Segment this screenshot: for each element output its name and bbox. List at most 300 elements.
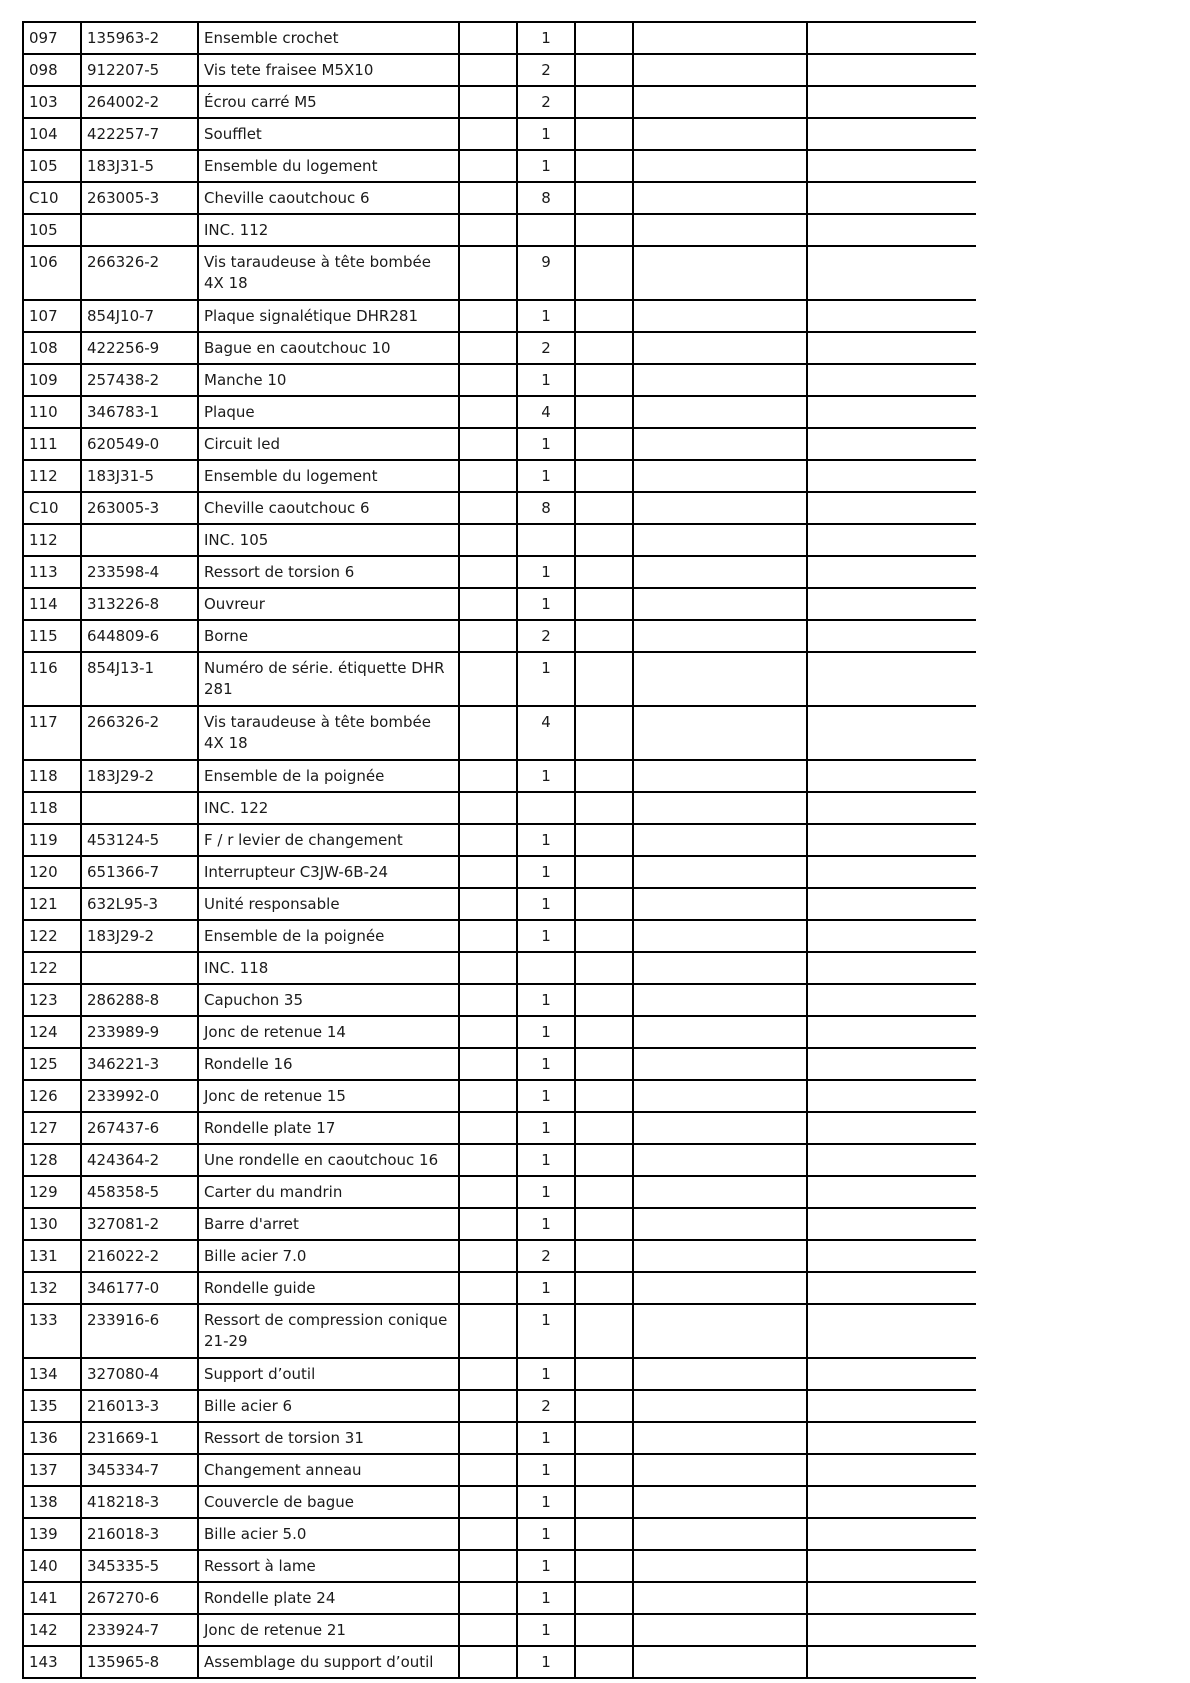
cell-description: Unité responsable bbox=[198, 888, 459, 920]
cell-empty bbox=[633, 118, 807, 150]
cell-ref-number: 113 bbox=[23, 556, 81, 588]
cell-quantity: 1 bbox=[517, 460, 575, 492]
cell-quantity: 1 bbox=[517, 1080, 575, 1112]
cell-quantity: 1 bbox=[517, 1048, 575, 1080]
cell-empty bbox=[807, 1304, 976, 1358]
cell-ref-number: 104 bbox=[23, 118, 81, 150]
cell-description: INC. 112 bbox=[198, 214, 459, 246]
table-row bbox=[23, 920, 976, 952]
cell-empty bbox=[459, 856, 517, 888]
cell-empty bbox=[575, 1582, 633, 1614]
cell-empty bbox=[633, 1112, 807, 1144]
cell-empty bbox=[807, 54, 976, 86]
cell-part-number: 267437-6 bbox=[81, 1112, 198, 1144]
table-row bbox=[23, 118, 976, 150]
cell-part-number: 424364-2 bbox=[81, 1144, 198, 1176]
cell-part-number: 346177-0 bbox=[81, 1272, 198, 1304]
cell-part-number: 183J29-2 bbox=[81, 920, 198, 952]
cell-empty bbox=[575, 1486, 633, 1518]
cell-part-number: 233924-7 bbox=[81, 1614, 198, 1646]
cell-empty bbox=[459, 1016, 517, 1048]
cell-empty bbox=[633, 620, 807, 652]
cell-empty bbox=[807, 556, 976, 588]
cell-empty bbox=[807, 920, 976, 952]
cell-empty bbox=[633, 1518, 807, 1550]
table-row bbox=[23, 396, 976, 428]
cell-quantity: 4 bbox=[517, 396, 575, 428]
cell-description: F / r levier de changement bbox=[198, 824, 459, 856]
cell-empty bbox=[459, 246, 517, 300]
cell-quantity: 1 bbox=[517, 1582, 575, 1614]
cell-empty bbox=[807, 492, 976, 524]
cell-empty bbox=[575, 1208, 633, 1240]
cell-quantity: 1 bbox=[517, 1144, 575, 1176]
cell-empty bbox=[807, 396, 976, 428]
cell-empty bbox=[575, 760, 633, 792]
cell-part-number: 135963-2 bbox=[81, 22, 198, 54]
cell-part-number: 231669-1 bbox=[81, 1422, 198, 1454]
cell-ref-number: 125 bbox=[23, 1048, 81, 1080]
cell-empty bbox=[459, 824, 517, 856]
parts-table-body bbox=[23, 22, 976, 1678]
cell-description: INC. 118 bbox=[198, 952, 459, 984]
cell-empty bbox=[807, 1454, 976, 1486]
cell-empty bbox=[575, 1614, 633, 1646]
cell-quantity: 1 bbox=[517, 1358, 575, 1390]
cell-empty bbox=[459, 1550, 517, 1582]
cell-empty bbox=[459, 1176, 517, 1208]
table-row bbox=[23, 1390, 976, 1422]
cell-ref-number: 118 bbox=[23, 760, 81, 792]
cell-ref-number: 137 bbox=[23, 1454, 81, 1486]
cell-empty bbox=[633, 1486, 807, 1518]
cell-empty bbox=[807, 1646, 976, 1678]
cell-part-number: 257438-2 bbox=[81, 364, 198, 396]
cell-empty bbox=[807, 1240, 976, 1272]
cell-description: Rondelle plate 17 bbox=[198, 1112, 459, 1144]
cell-ref-number: C10 bbox=[23, 182, 81, 214]
cell-empty bbox=[459, 1048, 517, 1080]
table-row bbox=[23, 1486, 976, 1518]
cell-ref-number: 114 bbox=[23, 588, 81, 620]
cell-part-number: 183J31-5 bbox=[81, 460, 198, 492]
cell-quantity: 2 bbox=[517, 54, 575, 86]
cell-quantity: 1 bbox=[517, 1422, 575, 1454]
table-row bbox=[23, 1304, 976, 1358]
cell-quantity: 1 bbox=[517, 1016, 575, 1048]
cell-empty bbox=[633, 364, 807, 396]
table-row bbox=[23, 888, 976, 920]
cell-empty bbox=[807, 1272, 976, 1304]
cell-empty bbox=[575, 396, 633, 428]
cell-empty bbox=[459, 1080, 517, 1112]
cell-empty bbox=[633, 984, 807, 1016]
cell-empty bbox=[459, 1304, 517, 1358]
cell-empty bbox=[633, 556, 807, 588]
table-row bbox=[23, 460, 976, 492]
cell-empty bbox=[459, 1390, 517, 1422]
cell-quantity: 8 bbox=[517, 182, 575, 214]
cell-description: Bille acier 5.0 bbox=[198, 1518, 459, 1550]
cell-empty bbox=[459, 86, 517, 118]
cell-part-number: 263005-3 bbox=[81, 492, 198, 524]
cell-empty bbox=[575, 1550, 633, 1582]
cell-empty bbox=[459, 524, 517, 556]
cell-empty bbox=[459, 792, 517, 824]
cell-empty bbox=[807, 150, 976, 182]
cell-description: Jonc de retenue 21 bbox=[198, 1614, 459, 1646]
cell-quantity: 1 bbox=[517, 1454, 575, 1486]
cell-empty bbox=[459, 1582, 517, 1614]
cell-description: Assemblage du support d’outil bbox=[198, 1646, 459, 1678]
cell-empty bbox=[807, 588, 976, 620]
cell-empty bbox=[807, 1144, 976, 1176]
cell-quantity: 1 bbox=[517, 1614, 575, 1646]
cell-ref-number: 139 bbox=[23, 1518, 81, 1550]
cell-description: Carter du mandrin bbox=[198, 1176, 459, 1208]
cell-quantity: 1 bbox=[517, 760, 575, 792]
table-row bbox=[23, 1208, 976, 1240]
cell-empty bbox=[575, 588, 633, 620]
cell-ref-number: 138 bbox=[23, 1486, 81, 1518]
cell-empty bbox=[633, 1304, 807, 1358]
cell-description: Ensemble du logement bbox=[198, 460, 459, 492]
cell-quantity: 1 bbox=[517, 920, 575, 952]
cell-ref-number: 112 bbox=[23, 524, 81, 556]
cell-quantity: 1 bbox=[517, 1646, 575, 1678]
cell-empty bbox=[807, 1518, 976, 1550]
cell-empty bbox=[807, 460, 976, 492]
cell-empty bbox=[633, 792, 807, 824]
cell-empty bbox=[575, 86, 633, 118]
cell-empty bbox=[807, 1080, 976, 1112]
cell-quantity: 1 bbox=[517, 1304, 575, 1358]
table-row bbox=[23, 1646, 976, 1678]
cell-empty bbox=[459, 1272, 517, 1304]
cell-description: Support d’outil bbox=[198, 1358, 459, 1390]
cell-empty bbox=[575, 1518, 633, 1550]
cell-part-number: 346783-1 bbox=[81, 396, 198, 428]
table-row bbox=[23, 524, 976, 556]
cell-description: Ensemble du logement bbox=[198, 150, 459, 182]
cell-ref-number: 142 bbox=[23, 1614, 81, 1646]
table-row bbox=[23, 54, 976, 86]
cell-ref-number: 129 bbox=[23, 1176, 81, 1208]
cell-empty bbox=[575, 1240, 633, 1272]
cell-empty bbox=[807, 652, 976, 706]
cell-empty bbox=[459, 1358, 517, 1390]
table-row bbox=[23, 1582, 976, 1614]
cell-quantity: 4 bbox=[517, 706, 575, 760]
cell-empty bbox=[459, 1454, 517, 1486]
parts-table bbox=[22, 21, 976, 1679]
cell-description: Ensemble crochet bbox=[198, 22, 459, 54]
cell-empty bbox=[459, 588, 517, 620]
cell-description: Vis tete fraisee M5X10 bbox=[198, 54, 459, 86]
cell-quantity: 2 bbox=[517, 1390, 575, 1422]
cell-empty bbox=[807, 1112, 976, 1144]
cell-quantity: 1 bbox=[517, 1518, 575, 1550]
cell-empty bbox=[575, 1016, 633, 1048]
cell-empty bbox=[575, 364, 633, 396]
cell-empty bbox=[807, 182, 976, 214]
cell-empty bbox=[633, 1646, 807, 1678]
cell-part-number: 183J31-5 bbox=[81, 150, 198, 182]
table-row bbox=[23, 706, 976, 760]
cell-empty bbox=[807, 86, 976, 118]
cell-description: Bille acier 6 bbox=[198, 1390, 459, 1422]
cell-ref-number: 117 bbox=[23, 706, 81, 760]
cell-empty bbox=[459, 620, 517, 652]
cell-empty bbox=[807, 1358, 976, 1390]
cell-empty bbox=[459, 1208, 517, 1240]
cell-quantity: 1 bbox=[517, 22, 575, 54]
cell-part-number: 264002-2 bbox=[81, 86, 198, 118]
cell-empty bbox=[575, 1646, 633, 1678]
cell-quantity: 1 bbox=[517, 1486, 575, 1518]
cell-part-number: 854J13-1 bbox=[81, 652, 198, 706]
cell-empty bbox=[807, 1016, 976, 1048]
cell-empty bbox=[633, 1048, 807, 1080]
cell-quantity: 8 bbox=[517, 492, 575, 524]
cell-part-number: 263005-3 bbox=[81, 182, 198, 214]
cell-quantity: 1 bbox=[517, 364, 575, 396]
cell-ref-number: 098 bbox=[23, 54, 81, 86]
cell-empty bbox=[807, 118, 976, 150]
cell-quantity: 1 bbox=[517, 150, 575, 182]
cell-empty bbox=[807, 1486, 976, 1518]
cell-part-number: 233916-6 bbox=[81, 1304, 198, 1358]
cell-empty bbox=[633, 920, 807, 952]
table-row bbox=[23, 952, 976, 984]
table-row bbox=[23, 1422, 976, 1454]
cell-quantity bbox=[517, 792, 575, 824]
cell-empty bbox=[575, 652, 633, 706]
table-row bbox=[23, 1080, 976, 1112]
cell-description: Ressort de compression conique 21-29 bbox=[198, 1304, 459, 1358]
cell-empty bbox=[459, 1112, 517, 1144]
table-row bbox=[23, 182, 976, 214]
cell-ref-number: 141 bbox=[23, 1582, 81, 1614]
cell-empty bbox=[633, 1016, 807, 1048]
cell-empty bbox=[633, 588, 807, 620]
cell-empty bbox=[459, 364, 517, 396]
cell-quantity: 1 bbox=[517, 588, 575, 620]
cell-empty bbox=[633, 428, 807, 460]
cell-empty bbox=[633, 760, 807, 792]
cell-part-number: 418218-3 bbox=[81, 1486, 198, 1518]
cell-empty bbox=[459, 1486, 517, 1518]
cell-empty bbox=[459, 332, 517, 364]
cell-quantity bbox=[517, 952, 575, 984]
cell-ref-number: 122 bbox=[23, 920, 81, 952]
cell-quantity: 1 bbox=[517, 888, 575, 920]
cell-empty bbox=[807, 300, 976, 332]
cell-empty bbox=[807, 364, 976, 396]
cell-empty bbox=[633, 86, 807, 118]
table-row bbox=[23, 1550, 976, 1582]
cell-empty bbox=[459, 1614, 517, 1646]
table-row bbox=[23, 1176, 976, 1208]
cell-part-number: 233989-9 bbox=[81, 1016, 198, 1048]
cell-description: Couvercle de bague bbox=[198, 1486, 459, 1518]
cell-empty bbox=[807, 620, 976, 652]
cell-empty bbox=[459, 952, 517, 984]
cell-description: Capuchon 35 bbox=[198, 984, 459, 1016]
cell-empty bbox=[575, 1144, 633, 1176]
cell-quantity: 1 bbox=[517, 428, 575, 460]
cell-empty bbox=[633, 952, 807, 984]
cell-empty bbox=[807, 952, 976, 984]
table-row bbox=[23, 300, 976, 332]
cell-empty bbox=[807, 856, 976, 888]
cell-description: Cheville caoutchouc 6 bbox=[198, 492, 459, 524]
cell-part-number: 651366-7 bbox=[81, 856, 198, 888]
cell-quantity: 1 bbox=[517, 1208, 575, 1240]
cell-quantity bbox=[517, 214, 575, 246]
cell-part-number: 266326-2 bbox=[81, 706, 198, 760]
cell-ref-number: 136 bbox=[23, 1422, 81, 1454]
cell-empty bbox=[807, 428, 976, 460]
cell-empty bbox=[633, 332, 807, 364]
cell-quantity: 1 bbox=[517, 300, 575, 332]
cell-part-number: 453124-5 bbox=[81, 824, 198, 856]
cell-description: INC. 122 bbox=[198, 792, 459, 824]
cell-empty bbox=[459, 22, 517, 54]
cell-empty bbox=[459, 1422, 517, 1454]
cell-description: Ouvreur bbox=[198, 588, 459, 620]
cell-ref-number: 131 bbox=[23, 1240, 81, 1272]
table-row bbox=[23, 1614, 976, 1646]
cell-empty bbox=[575, 706, 633, 760]
cell-part-number bbox=[81, 792, 198, 824]
cell-empty bbox=[807, 1176, 976, 1208]
cell-empty bbox=[575, 332, 633, 364]
cell-empty bbox=[633, 1144, 807, 1176]
cell-empty bbox=[807, 1550, 976, 1582]
cell-empty bbox=[575, 856, 633, 888]
cell-quantity: 1 bbox=[517, 556, 575, 588]
cell-empty bbox=[807, 888, 976, 920]
table-row bbox=[23, 364, 976, 396]
cell-ref-number: C10 bbox=[23, 492, 81, 524]
table-row bbox=[23, 150, 976, 182]
cell-ref-number: 143 bbox=[23, 1646, 81, 1678]
cell-empty bbox=[807, 1614, 976, 1646]
cell-quantity: 2 bbox=[517, 86, 575, 118]
cell-ref-number: 120 bbox=[23, 856, 81, 888]
cell-empty bbox=[633, 706, 807, 760]
cell-empty bbox=[807, 332, 976, 364]
cell-description: Vis taraudeuse à tête bombée 4X 18 bbox=[198, 246, 459, 300]
cell-empty bbox=[575, 1390, 633, 1422]
table-row bbox=[23, 1144, 976, 1176]
table-row bbox=[23, 620, 976, 652]
cell-empty bbox=[633, 1080, 807, 1112]
cell-empty bbox=[575, 246, 633, 300]
cell-empty bbox=[575, 824, 633, 856]
cell-empty bbox=[807, 760, 976, 792]
cell-empty bbox=[459, 214, 517, 246]
cell-empty bbox=[633, 246, 807, 300]
table-row bbox=[23, 1358, 976, 1390]
cell-ref-number: 133 bbox=[23, 1304, 81, 1358]
cell-ref-number: 118 bbox=[23, 792, 81, 824]
cell-description: Plaque signalétique DHR281 bbox=[198, 300, 459, 332]
cell-empty bbox=[575, 792, 633, 824]
cell-part-number: 216018-3 bbox=[81, 1518, 198, 1550]
cell-empty bbox=[807, 22, 976, 54]
cell-part-number: 345334-7 bbox=[81, 1454, 198, 1486]
cell-empty bbox=[459, 150, 517, 182]
cell-empty bbox=[459, 1518, 517, 1550]
cell-empty bbox=[633, 54, 807, 86]
cell-part-number: 183J29-2 bbox=[81, 760, 198, 792]
cell-ref-number: 121 bbox=[23, 888, 81, 920]
cell-ref-number: 116 bbox=[23, 652, 81, 706]
cell-empty bbox=[459, 556, 517, 588]
cell-empty bbox=[459, 984, 517, 1016]
cell-empty bbox=[633, 1208, 807, 1240]
cell-empty bbox=[633, 460, 807, 492]
cell-empty bbox=[633, 856, 807, 888]
cell-description: Écrou carré M5 bbox=[198, 86, 459, 118]
cell-description: Cheville caoutchouc 6 bbox=[198, 182, 459, 214]
table-row bbox=[23, 1454, 976, 1486]
cell-empty bbox=[807, 1048, 976, 1080]
cell-empty bbox=[459, 118, 517, 150]
table-row bbox=[23, 214, 976, 246]
cell-empty bbox=[633, 396, 807, 428]
cell-description: INC. 105 bbox=[198, 524, 459, 556]
cell-part-number: 458358-5 bbox=[81, 1176, 198, 1208]
cell-empty bbox=[807, 214, 976, 246]
cell-ref-number: 105 bbox=[23, 214, 81, 246]
cell-empty bbox=[807, 524, 976, 556]
cell-quantity: 1 bbox=[517, 824, 575, 856]
cell-empty bbox=[633, 1550, 807, 1582]
cell-quantity: 1 bbox=[517, 1176, 575, 1208]
cell-empty bbox=[633, 214, 807, 246]
table-row bbox=[23, 1112, 976, 1144]
cell-empty bbox=[633, 888, 807, 920]
cell-description: Bille acier 7.0 bbox=[198, 1240, 459, 1272]
cell-description: Bague en caoutchouc 10 bbox=[198, 332, 459, 364]
cell-description: Barre d'arret bbox=[198, 1208, 459, 1240]
cell-part-number: 422256-9 bbox=[81, 332, 198, 364]
cell-description: Changement anneau bbox=[198, 1454, 459, 1486]
cell-empty bbox=[459, 1144, 517, 1176]
cell-empty bbox=[633, 22, 807, 54]
cell-part-number: 313226-8 bbox=[81, 588, 198, 620]
table-row bbox=[23, 652, 976, 706]
cell-empty bbox=[633, 824, 807, 856]
cell-empty bbox=[807, 984, 976, 1016]
cell-empty bbox=[633, 524, 807, 556]
table-row bbox=[23, 1272, 976, 1304]
cell-empty bbox=[459, 396, 517, 428]
table-row bbox=[23, 856, 976, 888]
cell-ref-number: 127 bbox=[23, 1112, 81, 1144]
table-row bbox=[23, 492, 976, 524]
cell-description: Vis taraudeuse à tête bombée 4X 18 bbox=[198, 706, 459, 760]
cell-description: Soufflet bbox=[198, 118, 459, 150]
cell-empty bbox=[459, 54, 517, 86]
cell-empty bbox=[575, 1272, 633, 1304]
cell-empty bbox=[633, 1422, 807, 1454]
cell-empty bbox=[633, 300, 807, 332]
cell-empty bbox=[807, 1208, 976, 1240]
